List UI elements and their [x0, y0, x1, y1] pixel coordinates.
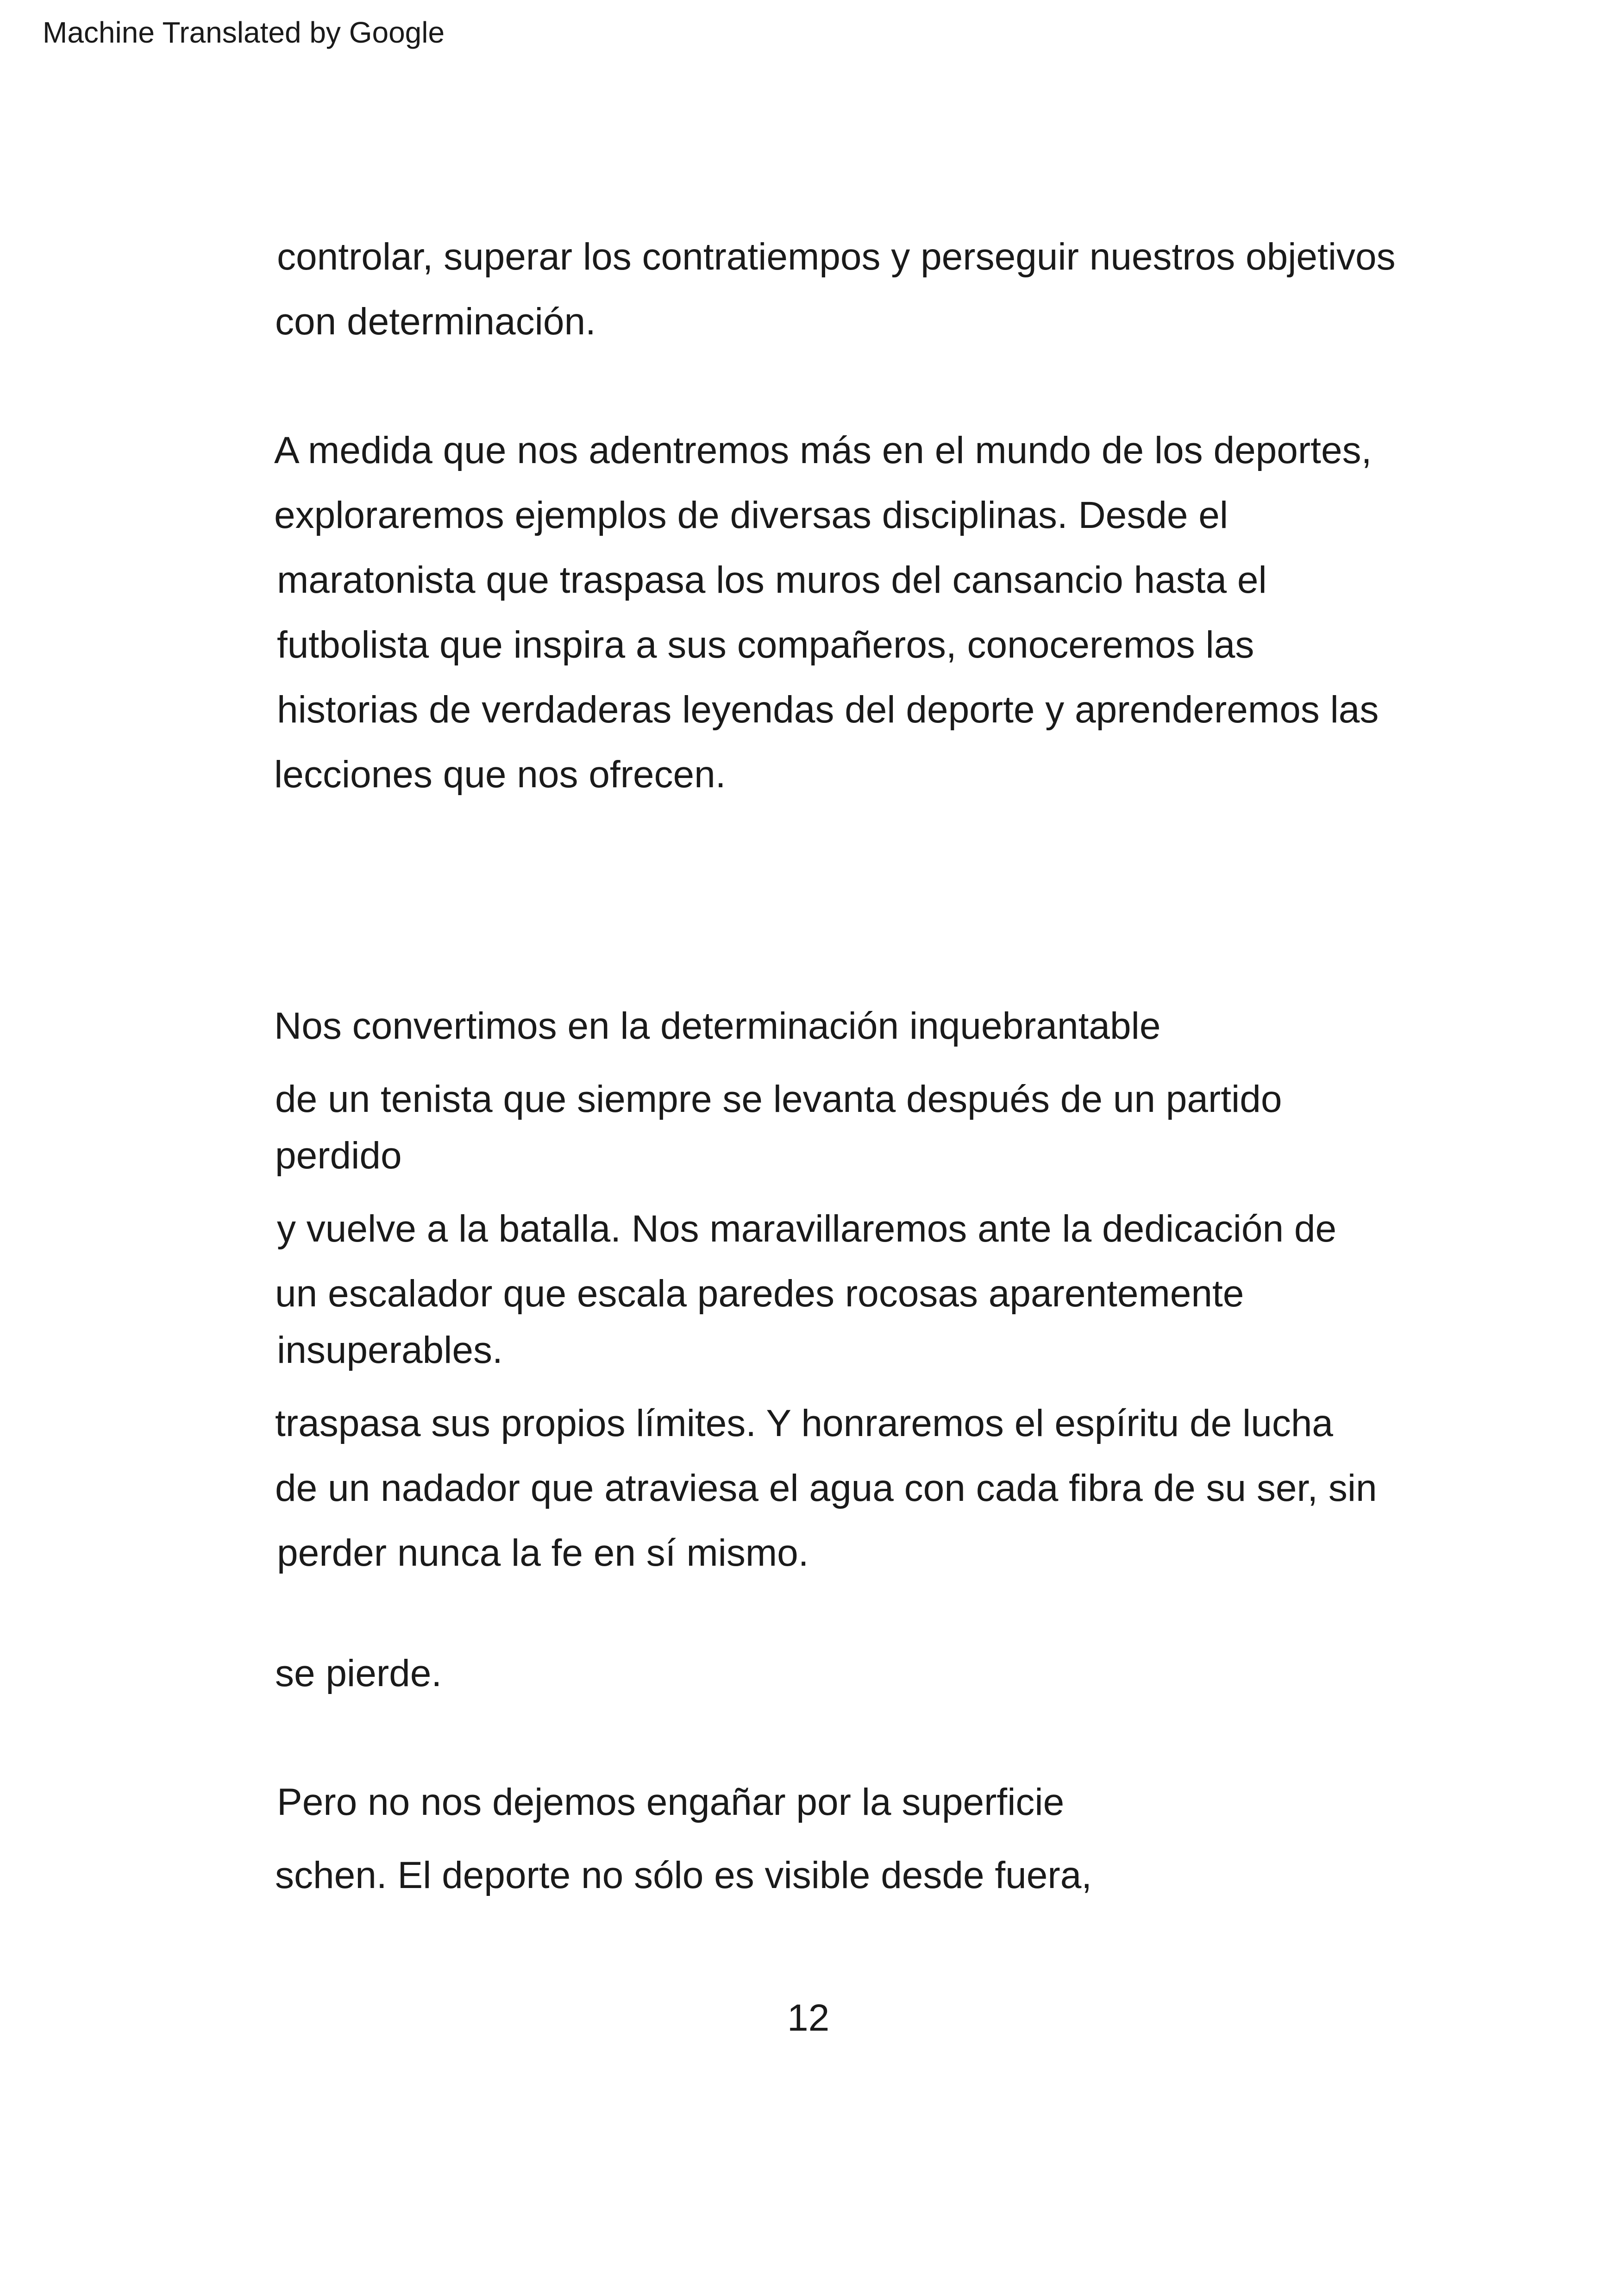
- text-line: exploraremos ejemplos de diversas disciplinas. Desde el: [274, 494, 1228, 536]
- text-line: de un nadador que atraviesa el agua con cada fibra de su ser, sin: [275, 1467, 1377, 1509]
- text-line: con determinación.: [275, 301, 596, 343]
- text-line: perder nunca la fe en sí mismo.: [277, 1532, 809, 1574]
- text-line: insuperables.: [277, 1329, 503, 1371]
- text-line: schen. El deporte no sólo es visible desde fuera,: [275, 1854, 1092, 1896]
- text-line: futbolista que inspira a sus compañeros, conoceremos las: [277, 624, 1254, 666]
- text-line: A medida que nos adentremos más en el mundo de los deportes,: [274, 429, 1372, 471]
- text-line: traspasa sus propios límites. Y honraremos el espíritu de lucha: [275, 1402, 1334, 1444]
- text-line: y vuelve a la batalla. Nos maravillaremos ante la dedicación de: [277, 1208, 1337, 1250]
- text-line: de un tenista que siempre se levanta después de un partido: [275, 1078, 1282, 1120]
- text-line: historias de verdaderas leyendas del deporte y aprenderemos las: [277, 689, 1379, 731]
- text-line: Pero no nos dejemos engañar por la superficie: [277, 1781, 1065, 1823]
- text-line: se pierde.: [275, 1652, 442, 1694]
- text-line: un escalador que escala paredes rocosas aparentemente: [275, 1273, 1244, 1315]
- text-line: controlar, superar los contratiempos y perseguir nuestros objetivos: [277, 236, 1396, 278]
- text-line: maratonista que traspasa los muros del cansancio hasta el: [277, 559, 1267, 601]
- machine-translation-notice: Machine Translated by Google: [43, 16, 445, 49]
- text-line: Nos convertimos en la determinación inquebrantable: [274, 1005, 1161, 1047]
- text-line: perdido: [275, 1135, 402, 1177]
- text-line: lecciones que nos ofrecen.: [274, 753, 726, 796]
- page-number: 12: [787, 1997, 830, 2039]
